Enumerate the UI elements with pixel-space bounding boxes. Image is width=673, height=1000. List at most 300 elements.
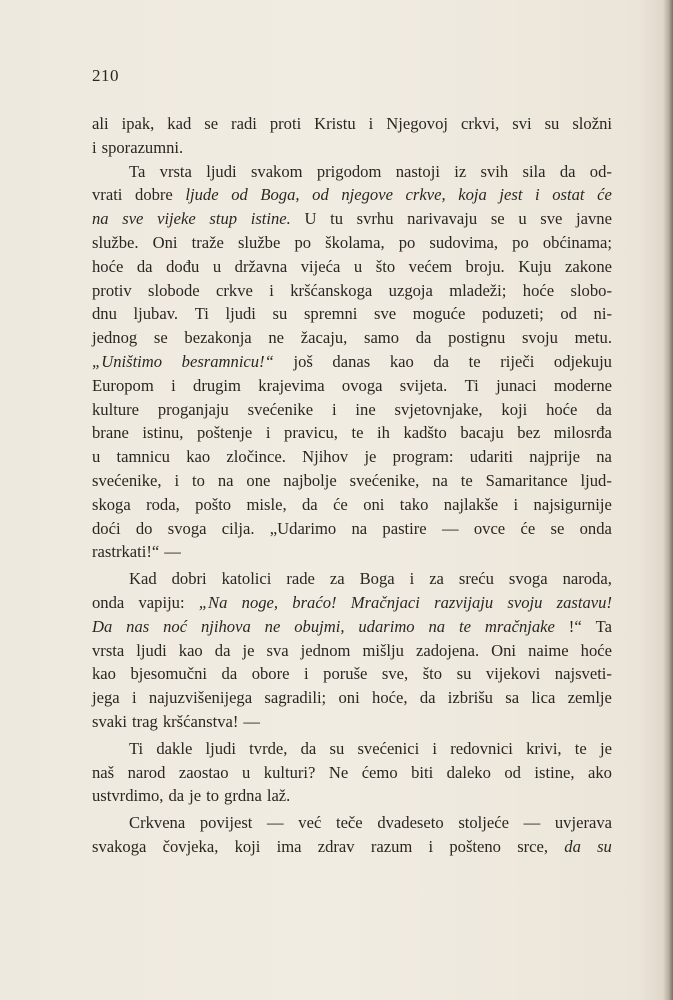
word: na bbox=[428, 616, 446, 636]
word: bez bbox=[517, 423, 541, 443]
word: po bbox=[398, 232, 416, 252]
word: vijeća bbox=[300, 256, 341, 276]
text-line bbox=[92, 615, 612, 639]
word: tu bbox=[330, 209, 344, 229]
word: Ti bbox=[464, 375, 479, 395]
word: svoga bbox=[508, 569, 548, 589]
word: najsveti- bbox=[554, 664, 612, 684]
paragraph-p5 bbox=[92, 811, 612, 859]
word: ovce bbox=[473, 518, 506, 538]
word: Da bbox=[92, 616, 113, 636]
word: hoće bbox=[546, 399, 578, 419]
word: i bbox=[171, 375, 176, 395]
word: i bbox=[535, 185, 540, 205]
word: svakoga bbox=[92, 836, 147, 856]
text-line bbox=[92, 350, 612, 374]
word: biti bbox=[411, 762, 434, 782]
word: većem bbox=[408, 256, 452, 276]
word: bacaju bbox=[460, 423, 504, 443]
word: u bbox=[92, 447, 101, 467]
word: Ti bbox=[129, 738, 144, 758]
word: Crkvena bbox=[129, 813, 186, 833]
word: svećenike bbox=[247, 399, 314, 419]
word: ustvrdimo, bbox=[92, 786, 164, 806]
word: zločince. bbox=[226, 447, 286, 467]
word: vijekovi bbox=[485, 664, 541, 684]
word: zakone bbox=[565, 256, 612, 276]
word: svakom bbox=[250, 161, 303, 181]
word: svih bbox=[480, 161, 509, 181]
word: sva bbox=[266, 640, 289, 660]
word: bjesomučni bbox=[130, 664, 207, 684]
word: doći bbox=[92, 518, 121, 538]
word: od bbox=[312, 185, 329, 205]
word: u bbox=[212, 256, 222, 276]
word: istinu, bbox=[142, 423, 184, 443]
word: „Uništimo bbox=[92, 351, 163, 371]
word: „Na bbox=[198, 592, 228, 612]
word: od bbox=[504, 762, 521, 782]
word: Boga bbox=[359, 569, 395, 589]
word: složni bbox=[572, 114, 612, 133]
word: mladeži; bbox=[449, 280, 507, 300]
word: sreću bbox=[458, 569, 494, 589]
word: te bbox=[458, 616, 471, 636]
word: i bbox=[409, 569, 415, 589]
word: te bbox=[574, 738, 587, 758]
word: !“ bbox=[568, 616, 582, 636]
word: sve bbox=[540, 209, 563, 229]
word: od bbox=[231, 185, 248, 205]
word: „Udarimo bbox=[269, 518, 337, 538]
word: braćo! bbox=[292, 592, 337, 612]
text-line bbox=[92, 279, 612, 303]
word: sve bbox=[122, 209, 144, 229]
word: da bbox=[433, 351, 450, 371]
word: da bbox=[302, 494, 318, 514]
word: da bbox=[415, 328, 432, 348]
word: udarimo bbox=[358, 616, 415, 636]
word: kao bbox=[186, 447, 211, 467]
word: Kristu bbox=[314, 114, 356, 133]
word: sa bbox=[505, 688, 520, 708]
word: se bbox=[550, 518, 565, 538]
text-line bbox=[92, 710, 612, 734]
word: pošto bbox=[195, 494, 232, 514]
word: to bbox=[206, 786, 220, 806]
word: Kuju bbox=[518, 256, 552, 276]
word: po bbox=[512, 232, 529, 252]
word: svaki bbox=[92, 711, 128, 731]
word: kao bbox=[389, 351, 414, 371]
word: moguće bbox=[412, 304, 466, 324]
word: tvrde, bbox=[249, 738, 288, 758]
word: te bbox=[468, 351, 481, 371]
word: da bbox=[168, 786, 185, 806]
word: sporazumni. bbox=[101, 137, 184, 157]
word: krajevima bbox=[258, 375, 325, 395]
word: kulturi? bbox=[263, 762, 316, 782]
word: izbrišu bbox=[447, 688, 493, 708]
word: svjetovnjake, bbox=[394, 399, 483, 419]
word: na bbox=[217, 470, 234, 490]
word: mračnjake bbox=[484, 616, 555, 636]
word: — bbox=[441, 518, 459, 538]
word: katolici bbox=[221, 569, 272, 589]
word: ine bbox=[355, 399, 376, 419]
word: noge, bbox=[241, 592, 279, 612]
word: sagradili; bbox=[264, 688, 327, 708]
word: Kad bbox=[129, 569, 157, 589]
word: hoće, bbox=[372, 688, 408, 708]
word: jednog bbox=[92, 328, 138, 348]
word: od bbox=[560, 304, 577, 324]
word: ljude bbox=[185, 185, 219, 205]
word: hoće bbox=[580, 640, 612, 660]
word: i bbox=[269, 280, 274, 300]
word: vrati bbox=[92, 185, 123, 205]
word: onda bbox=[579, 518, 612, 538]
word: zadojena. bbox=[415, 640, 480, 660]
word: samo bbox=[363, 328, 400, 348]
word: trag bbox=[132, 711, 158, 731]
word: zaostao bbox=[178, 762, 229, 782]
word: čovjeka, bbox=[162, 836, 219, 856]
word: stup bbox=[209, 209, 238, 229]
word: to bbox=[192, 470, 205, 490]
word: hoće bbox=[522, 280, 555, 300]
paragraph-p2 bbox=[92, 160, 612, 565]
word: od- bbox=[589, 161, 612, 181]
word: Mračnjaci bbox=[350, 592, 420, 612]
word: — bbox=[267, 813, 284, 833]
word: svi bbox=[512, 114, 532, 133]
word: još bbox=[293, 351, 313, 371]
word: da bbox=[559, 161, 576, 181]
word: jest bbox=[499, 185, 523, 205]
word: udariti bbox=[469, 447, 514, 467]
text-line bbox=[92, 398, 612, 422]
word: da bbox=[564, 836, 581, 856]
word: tamnicu bbox=[116, 447, 170, 467]
text-line bbox=[92, 639, 612, 663]
text-line bbox=[92, 231, 612, 255]
word: nas bbox=[126, 616, 150, 636]
word: će bbox=[597, 185, 612, 205]
word: uzgoja bbox=[388, 280, 433, 300]
word: uvjerava bbox=[554, 813, 612, 833]
word: roda, bbox=[146, 494, 180, 514]
word: daleko bbox=[446, 762, 491, 782]
word: narod bbox=[127, 762, 166, 782]
word: cilja. bbox=[221, 518, 255, 538]
word: se bbox=[204, 114, 219, 133]
word: pastire bbox=[382, 518, 427, 538]
word: iz bbox=[454, 161, 467, 181]
word: javne bbox=[576, 209, 612, 229]
word: besramnicu!“ bbox=[181, 351, 274, 371]
text-line bbox=[92, 517, 612, 541]
word: kad bbox=[167, 114, 192, 133]
word: do bbox=[135, 518, 153, 538]
text-line bbox=[92, 421, 612, 445]
word: za bbox=[429, 569, 444, 589]
word: i bbox=[513, 494, 519, 514]
text-line bbox=[92, 761, 612, 785]
word: ipak, bbox=[121, 114, 155, 133]
word: je bbox=[242, 640, 255, 660]
word: ih bbox=[377, 423, 390, 443]
word: naroda, bbox=[562, 569, 612, 589]
word: moderne bbox=[553, 375, 612, 395]
word: i bbox=[174, 470, 180, 490]
word: njihova bbox=[200, 616, 251, 636]
text-line bbox=[92, 255, 612, 279]
word: stoljeće bbox=[458, 813, 509, 833]
word: ako bbox=[587, 762, 612, 782]
word: ovoga bbox=[341, 375, 383, 395]
word: su bbox=[329, 738, 345, 758]
word: i bbox=[92, 137, 97, 157]
word: skoga bbox=[92, 494, 131, 514]
word: ljudi bbox=[136, 640, 167, 660]
word: postignu bbox=[448, 328, 506, 348]
word: te bbox=[351, 423, 364, 443]
word: da bbox=[214, 640, 231, 660]
word: ljudi bbox=[225, 304, 256, 324]
word: poduzeti; bbox=[481, 304, 544, 324]
word: na bbox=[351, 518, 368, 538]
word: radi bbox=[231, 114, 257, 133]
word: — bbox=[164, 542, 181, 562]
word: po bbox=[294, 232, 312, 252]
word: svijeta. bbox=[399, 375, 448, 395]
word: spremni bbox=[303, 304, 358, 324]
word: Ta bbox=[595, 616, 612, 636]
word: ljudi bbox=[206, 161, 237, 181]
word: najsigurnije bbox=[533, 494, 612, 514]
word: redovnici bbox=[450, 738, 513, 758]
word: sudovima, bbox=[429, 232, 499, 252]
word: proti bbox=[269, 114, 302, 133]
word: vrsta bbox=[92, 640, 125, 660]
word: crkve bbox=[216, 280, 253, 300]
word: dobri bbox=[171, 569, 207, 589]
word: za bbox=[329, 569, 345, 589]
word: sve, bbox=[381, 664, 409, 684]
word: je bbox=[364, 447, 377, 467]
word: zdrav bbox=[317, 836, 355, 856]
word: drugim bbox=[193, 375, 241, 395]
text-line bbox=[92, 737, 612, 761]
word: svećenici bbox=[357, 738, 420, 758]
text-line bbox=[92, 811, 612, 835]
word: što bbox=[422, 664, 443, 684]
word: svećenike, bbox=[92, 470, 162, 490]
word: program: bbox=[392, 447, 454, 467]
word: rade bbox=[286, 569, 315, 589]
word: jega bbox=[92, 688, 120, 708]
word: te bbox=[460, 470, 473, 490]
word: ljud- bbox=[580, 470, 612, 490]
text-line bbox=[92, 686, 612, 710]
word: vijeke bbox=[157, 209, 196, 229]
word: kao bbox=[92, 664, 116, 684]
word: i bbox=[432, 738, 438, 758]
word: brane bbox=[92, 423, 129, 443]
word: U bbox=[304, 209, 317, 229]
word: Ti bbox=[194, 304, 209, 324]
word: Njihov bbox=[302, 447, 349, 467]
word: — bbox=[523, 813, 541, 833]
word: da bbox=[136, 256, 153, 276]
word: teče bbox=[335, 813, 363, 833]
text-line bbox=[92, 302, 612, 326]
word: je bbox=[599, 738, 612, 758]
word: povijest bbox=[199, 813, 253, 833]
word: razvijaju bbox=[434, 592, 494, 612]
word: najbolje bbox=[283, 470, 337, 490]
word: obćinama; bbox=[542, 232, 612, 252]
word: se bbox=[490, 209, 505, 229]
word: ni- bbox=[593, 304, 612, 324]
word: milosrđa bbox=[553, 423, 612, 443]
word: metu. bbox=[574, 328, 612, 348]
word: Samaritance bbox=[485, 470, 568, 490]
word: koja bbox=[458, 185, 487, 205]
text-line bbox=[92, 662, 612, 686]
word: kršćanstva! bbox=[162, 711, 239, 731]
word: njegove bbox=[341, 185, 393, 205]
word: i bbox=[304, 664, 309, 684]
word: svoga bbox=[167, 518, 207, 538]
word: obore bbox=[251, 664, 290, 684]
word: na bbox=[432, 470, 448, 490]
word: traže bbox=[191, 232, 224, 252]
word: junaci bbox=[496, 375, 537, 395]
paragraph-p3 bbox=[92, 567, 612, 734]
word: najprije bbox=[529, 447, 580, 467]
word: dođu bbox=[166, 256, 200, 276]
word: misle, bbox=[246, 494, 287, 514]
word: lica bbox=[531, 688, 556, 708]
text-line bbox=[92, 540, 612, 564]
word: i bbox=[428, 836, 434, 856]
word: istine. bbox=[250, 209, 291, 229]
word: ljubav. bbox=[133, 304, 179, 324]
word: se bbox=[153, 328, 168, 348]
word: žacaju, bbox=[300, 328, 348, 348]
word: Njegovoj bbox=[386, 114, 449, 133]
body-text bbox=[92, 112, 612, 859]
word: kao bbox=[178, 640, 203, 660]
word: Europom bbox=[92, 375, 154, 395]
word: prigodom bbox=[316, 161, 382, 181]
word: obujmi, bbox=[294, 616, 345, 636]
word: vapiju: bbox=[138, 592, 185, 612]
word: svoju bbox=[521, 328, 558, 348]
word: službe. bbox=[92, 232, 139, 252]
word: i bbox=[265, 423, 271, 443]
word: dvadeseto bbox=[377, 813, 444, 833]
word: Oni bbox=[491, 640, 517, 660]
word: tako bbox=[399, 494, 429, 514]
word: su bbox=[272, 304, 288, 324]
word: najlakše bbox=[443, 494, 499, 514]
word: službe bbox=[237, 232, 281, 252]
word: su bbox=[544, 114, 560, 133]
word: protiv bbox=[92, 280, 132, 300]
word: sve bbox=[374, 304, 397, 324]
word: Oni bbox=[152, 232, 178, 252]
word: hoće bbox=[92, 256, 124, 276]
word: ne bbox=[268, 328, 285, 348]
text-line bbox=[92, 112, 612, 136]
word: su bbox=[456, 664, 472, 684]
word: krivi, bbox=[526, 738, 562, 758]
word: nastoji bbox=[395, 161, 440, 181]
word: crkve, bbox=[405, 185, 446, 205]
word: one bbox=[246, 470, 271, 490]
word: naime bbox=[528, 640, 569, 660]
text-line bbox=[92, 183, 612, 207]
text-line bbox=[92, 136, 612, 160]
word: državna bbox=[234, 256, 288, 276]
word: će bbox=[520, 518, 536, 538]
word: vrsta bbox=[159, 161, 192, 181]
word: u bbox=[518, 209, 527, 229]
page-number: 210 bbox=[92, 66, 119, 85]
word: srce, bbox=[517, 836, 549, 856]
word: sila bbox=[522, 161, 546, 181]
word: ali bbox=[92, 114, 109, 133]
word: zastavu! bbox=[556, 592, 612, 612]
word: poruše bbox=[323, 664, 368, 684]
word: dnu bbox=[92, 304, 117, 324]
word: je bbox=[189, 786, 202, 806]
word: rastrkati!“ bbox=[92, 542, 160, 562]
word: Boga, bbox=[260, 185, 300, 205]
word: ljudi bbox=[205, 738, 236, 758]
word: svećenike, bbox=[349, 470, 420, 490]
word: narivavaju bbox=[407, 209, 478, 229]
word: i bbox=[368, 114, 374, 133]
word: pravicu, bbox=[284, 423, 338, 443]
word: danas bbox=[332, 351, 371, 371]
word: mišlju bbox=[362, 640, 404, 660]
word: — bbox=[243, 711, 261, 731]
word: u bbox=[353, 256, 363, 276]
word: koji bbox=[234, 836, 261, 856]
text-line bbox=[92, 493, 612, 517]
word: noć bbox=[163, 616, 188, 636]
word: da bbox=[419, 688, 436, 708]
word: onda bbox=[92, 592, 125, 612]
word: svrhu bbox=[356, 209, 394, 229]
word: ostat bbox=[552, 185, 585, 205]
word: riječi bbox=[500, 351, 535, 371]
text-line bbox=[92, 469, 612, 493]
word: dakle bbox=[156, 738, 193, 758]
word: laž. bbox=[266, 786, 291, 806]
text-line bbox=[92, 445, 612, 469]
text-line bbox=[92, 591, 612, 615]
word: dobre bbox=[135, 185, 173, 205]
word: Ta bbox=[129, 161, 146, 181]
word: svoju bbox=[507, 592, 543, 612]
word: najuzvišenijega bbox=[148, 688, 253, 708]
word: jednom bbox=[300, 640, 351, 660]
